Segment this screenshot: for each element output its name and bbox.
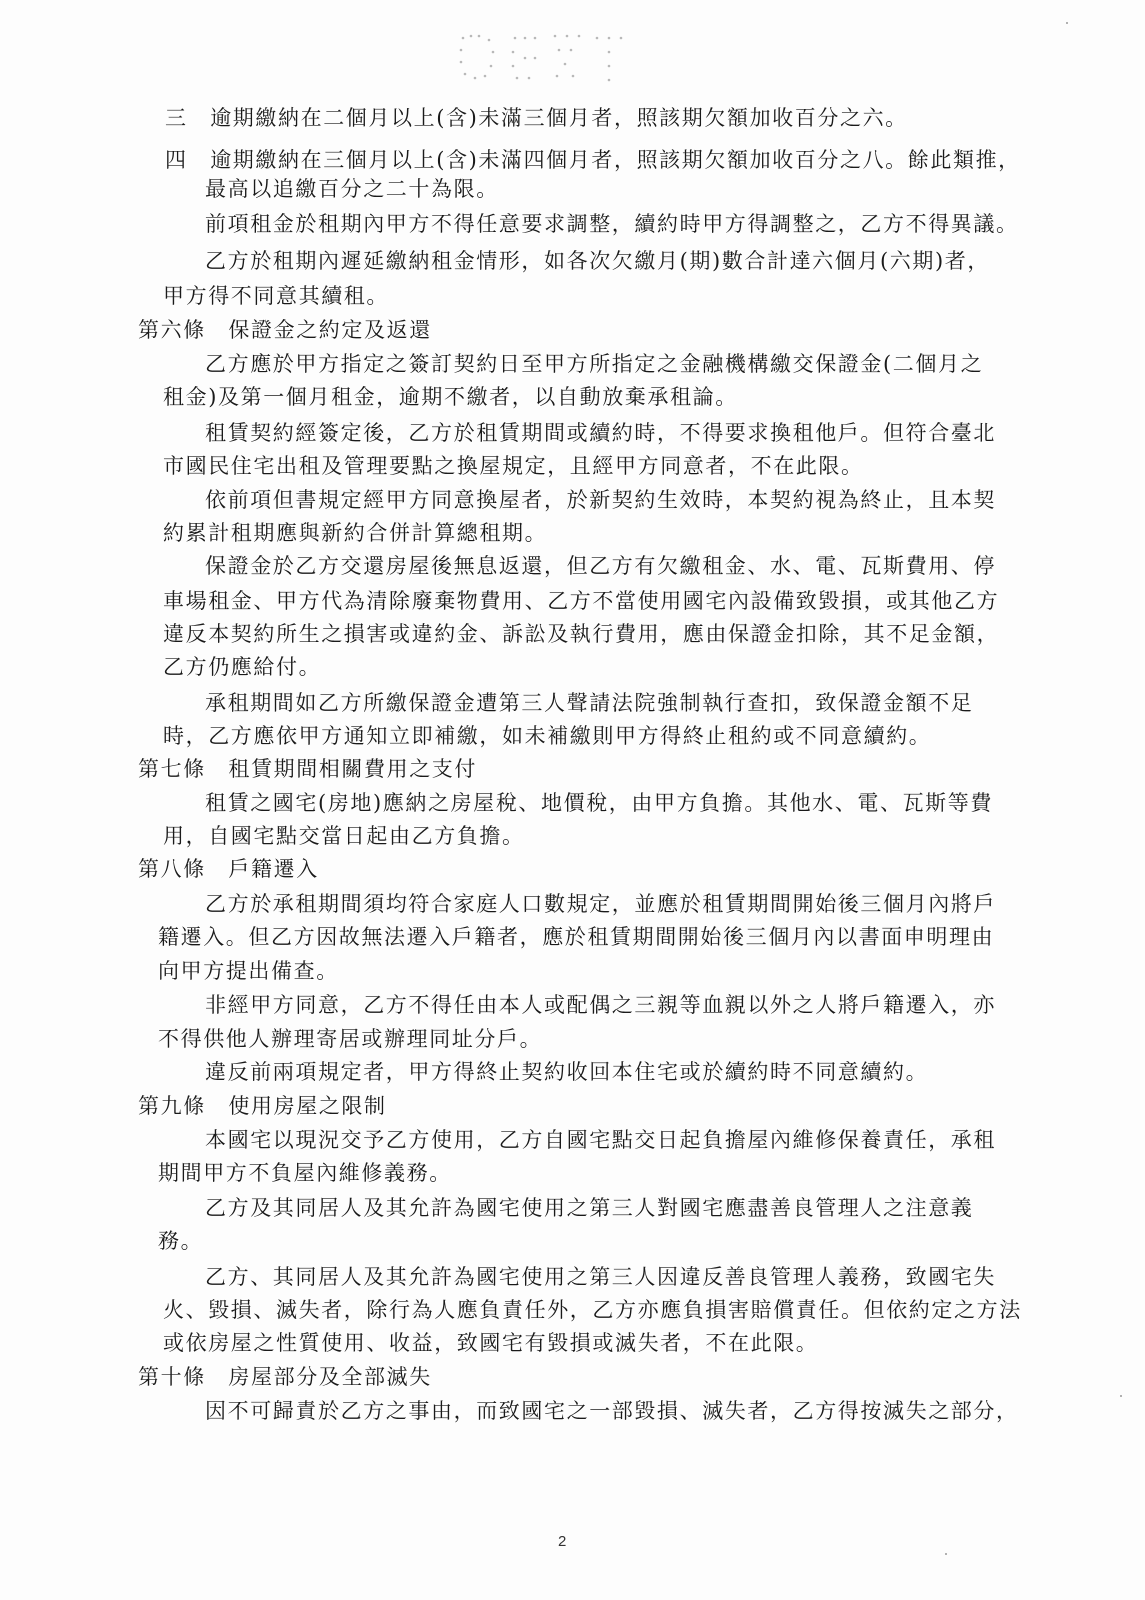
text-line: 車場租金、甲方代為清除廢棄物費用、乙方不當使用國宅內設備致毀損，或其他乙方 xyxy=(163,589,1000,613)
article-heading: 第八條 戶籍遷入 xyxy=(138,857,319,881)
text-line: 乙方應於甲方指定之簽訂契約日至甲方所指定之金融機構繳交保證金(二個月之 xyxy=(205,352,984,376)
perforated-stamp-mark xyxy=(455,28,630,88)
text-line: 三 逾期繳納在二個月以上(含)未滿三個月者，照該期欠額加收百分之六。 xyxy=(165,106,908,130)
page-number: 2 xyxy=(558,1533,567,1550)
text-line: 前項租金於租期內甲方不得任意要求調整，續約時甲方得調整之，乙方不得異議。 xyxy=(205,212,1019,236)
text-line: 向甲方提出備查。 xyxy=(158,959,339,983)
text-line: 四 逾期繳納在三個月以上(含)未滿四個月者，照該期欠額加收百分之八。餘此類推， xyxy=(165,148,1021,172)
text-line: 承租期間如乙方所繳保證金遭第三人聲請法院強制執行查扣，致保證金額不足 xyxy=(205,691,974,715)
text-line: 乙方及其同居人及其允許為國宅使用之第三人對國宅應盡善良管理人之注意義 xyxy=(205,1196,974,1220)
text-line: 約累計租期應與新約合併計算總租期。 xyxy=(163,521,548,545)
text-line: 甲方得不同意其續租。 xyxy=(163,284,389,308)
text-line: 違反前兩項規定者，甲方得終止契約收回本住宅或於續約時不同意續約。 xyxy=(205,1060,929,1084)
text-line: 籍遷入。但乙方因故無法遷入戶籍者，應於租賃期間開始後三個月內以書面申明理由 xyxy=(158,925,995,949)
text-line: 市國民住宅出租及管理要點之換屋規定，且經甲方同意者，不在此限。 xyxy=(163,454,864,478)
text-line: 或依房屋之性質使用、收益，致國宅有毀損或滅失者，不在此限。 xyxy=(163,1331,819,1355)
text-line: 乙方於租期內遲延繳納租金情形，如各次欠繳月(期)數合計達六個月(六期)者， xyxy=(205,249,990,273)
text-line: 租金)及第一個月租金，逾期不繳者，以自動放棄承租論。 xyxy=(163,385,738,409)
text-line: 用，自國宅點交當日起由乙方負擔。 xyxy=(163,824,525,848)
text-line: 時，乙方應依甲方通知立即補繳，如未補繳則甲方得終止租約或不同意續約。 xyxy=(163,724,932,748)
text-line: 非經甲方同意，乙方不得任由本人或配偶之三親等血親以外之人將戶籍遷入，亦 xyxy=(205,993,996,1017)
text-line: 火、毀損、滅失者，除行為人應負責任外，乙方亦應負損害賠償責任。但依約定之方法 xyxy=(163,1298,1022,1322)
text-line: 期間甲方不負屋內維修義務。 xyxy=(158,1161,452,1185)
text-line: 務。 xyxy=(158,1229,204,1253)
text-line: 乙方、其同居人及其允許為國宅使用之第三人因違反善良管理人義務，致國宅失 xyxy=(205,1265,996,1289)
article-heading: 第十條 房屋部分及全部滅失 xyxy=(138,1365,432,1389)
text-line: 乙方仍應給付。 xyxy=(163,655,322,679)
text-line: 不得供他人辦理寄居或辦理同址分戶。 xyxy=(158,1027,543,1051)
text-line: 本國宅以現況交予乙方使用，乙方自國宅點交日起負擔屋內維修保養責任，承租 xyxy=(205,1128,996,1152)
text-line: 乙方於承租期間須均符合家庭人口數規定，並應於租賃期間開始後三個月內將戶 xyxy=(205,892,996,916)
scan-speck xyxy=(1066,22,1068,24)
article-heading: 第九條 使用房屋之限制 xyxy=(138,1094,387,1118)
text-line: 租賃契約經簽定後，乙方於租賃期間或續約時，不得要求換租他戶。但符合臺北 xyxy=(205,421,996,445)
text-line: 保證金於乙方交還房屋後無息返還，但乙方有欠繳租金、水、電、瓦斯費用、停 xyxy=(205,554,996,578)
text-line: 依前項但書規定經甲方同意換屋者，於新契約生效時，本契約視為終止，且本契 xyxy=(205,488,996,512)
scan-speck xyxy=(1120,1395,1122,1397)
text-line: 違反本契約所生之損害或違約金、訴訟及執行費用，應由保證金扣除，其不足金額， xyxy=(163,622,1000,646)
article-heading: 第七條 租賃期間相關費用之支付 xyxy=(138,757,477,781)
scan-speck xyxy=(945,1553,947,1555)
text-line: 最高以追繳百分之二十為限。 xyxy=(205,177,499,201)
text-line: 租賃之國宅(房地)應納之房屋稅、地價稅，由甲方負擔。其他水、電、瓦斯等費 xyxy=(205,791,993,815)
article-heading: 第六條 保證金之約定及返還 xyxy=(138,318,432,342)
text-line: 因不可歸責於乙方之事由，而致國宅之一部毀損、滅失者，乙方得按滅失之部分， xyxy=(205,1399,1019,1423)
